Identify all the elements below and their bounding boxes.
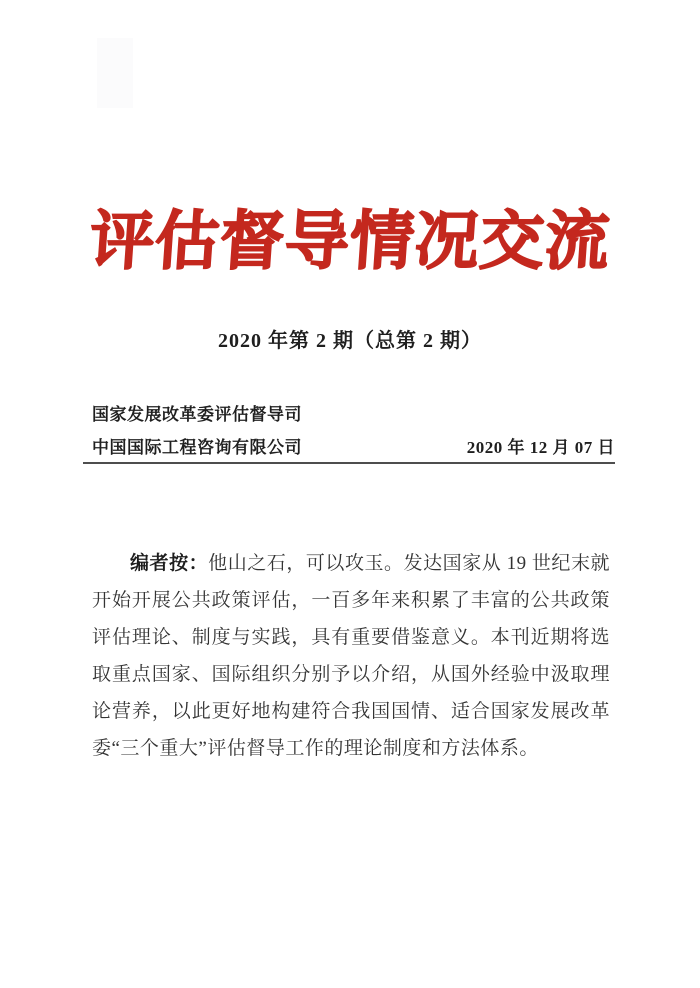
masthead-divider — [83, 462, 615, 464]
editor-note-body: 他山之石，可以攻玉。发达国家从 19 世纪末就开始开展公共政策评估，一百多年来积累了丰富的公共政策评估理论、制度与实践，具有重要借鉴意义。本刊近期将选取重点国家、国际组织分别予以介绍，从国外经验中汲取理论营养，以此更好地构建符合我国国情、适合国家发展改革委“三个重大”评估督导工作的理论制度和方法体系。 — [92, 553, 610, 759]
publish-date: 2020 年 12 月 07 日 — [466, 438, 615, 457]
masthead-block — [92, 405, 615, 458]
editor-note — [92, 545, 610, 767]
scan-smudge — [97, 38, 133, 108]
editor-note-label: 编者按： — [130, 553, 209, 574]
masthead-row — [92, 433, 615, 458]
publisher-line-2: 中国国际工程咨询有限公司 — [92, 438, 302, 457]
masthead-title: 评估督导情况交流 — [87, 204, 613, 279]
issue-line: 2020 年第 2 期（总第 2 期） — [218, 330, 482, 352]
publisher-line-1: 国家发展改革委评估督导司 — [92, 405, 302, 424]
